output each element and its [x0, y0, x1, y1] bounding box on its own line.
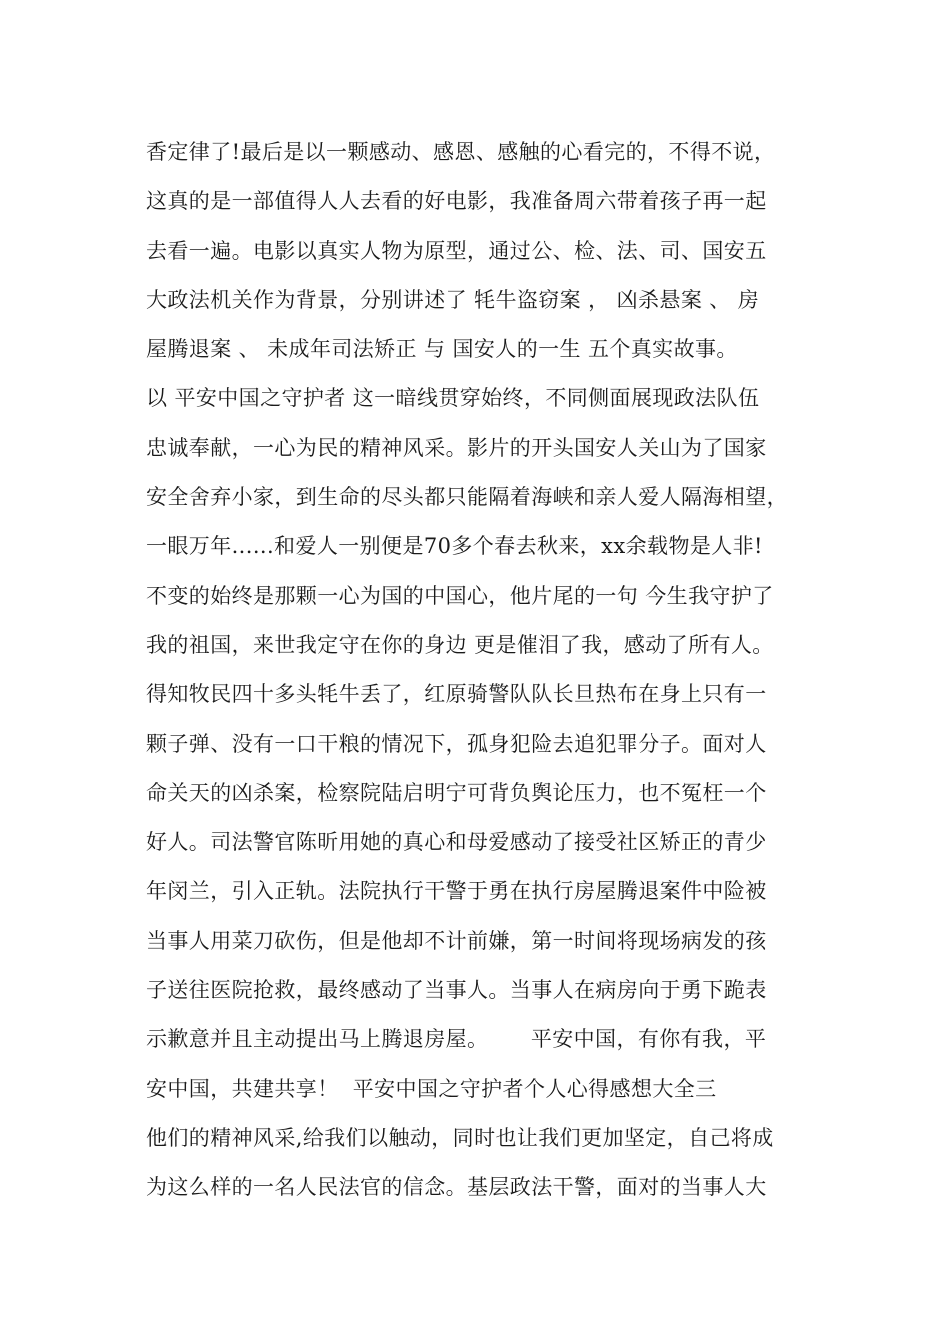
text-line: 安中国，共建共享！ 平安中国之守护者个人心得感想大全三 [146, 1076, 717, 1101]
text-line: 我的祖国，来世我定守在你的身边 更是催泪了我，感动了所有人。 [146, 632, 774, 657]
text-line: 去看一遍。电影以真实人物为原型，通过公、检、法、司、国安五 [146, 238, 767, 263]
body-text [146, 128, 818, 1213]
text-line: 子送往医院抢救，最终感动了当事人。当事人在病房向于勇下跪表 [146, 978, 767, 1003]
text-line: 命关天的凶杀案，检察院陆启明宁可背负舆论压力，也不冤枉一个 [146, 780, 767, 805]
text-line: 屋腾退案 、 未成年司法矫正 与 国安人的一生 五个真实故事。 [146, 337, 738, 362]
text-line: 这真的是一部值得人人去看的好电影，我准备周六带着孩子再一起 [146, 189, 767, 214]
text-line: 示歉意并且主动提出马上腾退房屋。 平安中国，有你有我，平 [146, 1027, 767, 1052]
text-line: 他们的精神风采,给我们以触动，同时也让我们更加坚定，自己将成 [146, 1125, 774, 1150]
text-line: 一眼万年......和爱人一别便是70多个春去秋来，xx余载物是人非! [146, 534, 763, 559]
text-line: 不变的始终是那颗一心为国的中国心，他片尾的一句 今生我守护了 [146, 583, 774, 608]
text-line: 得知牧民四十多头牦牛丢了，红原骑警队队长旦热布在身上只有一 [146, 682, 767, 707]
text-line: 大政法机关作为背景，分别讲述了 牦牛盗窃案 ， 凶杀悬案 、 房 [146, 287, 760, 312]
text-line: 当事人用菜刀砍伤，但是他却不计前嫌，第一时间将现场病发的孩 [146, 928, 767, 953]
text-line: 以 平安中国之守护者 这一暗线贯穿始终，不同侧面展现政法队伍 [146, 386, 760, 411]
text-line: 好人。司法警官陈昕用她的真心和母爱感动了接受社区矫正的青少 [146, 830, 767, 855]
text-line: 为这么样的一名人民法官的信念。基层政法干警，面对的当事人大 [146, 1175, 767, 1200]
text-line: 忠诚奉献，一心为民的精神风采。影片的开头国安人关山为了国家 [146, 435, 767, 460]
text-line: 年闵兰，引入正轨。法院执行干警于勇在执行房屋腾退案件中险被 [146, 879, 767, 904]
text-line: 安全舍弃小家，到生命的尽头都只能隔着海峡和亲人爱人隔海相望， [146, 485, 788, 510]
text-line: 香定律了!最后是以一颗感动、感恩、感触的心看完的，不得不说， [146, 140, 776, 164]
text-line: 颗子弹、没有一口干粮的情况下，孤身犯险去追犯罪分子。面对人 [146, 731, 767, 756]
